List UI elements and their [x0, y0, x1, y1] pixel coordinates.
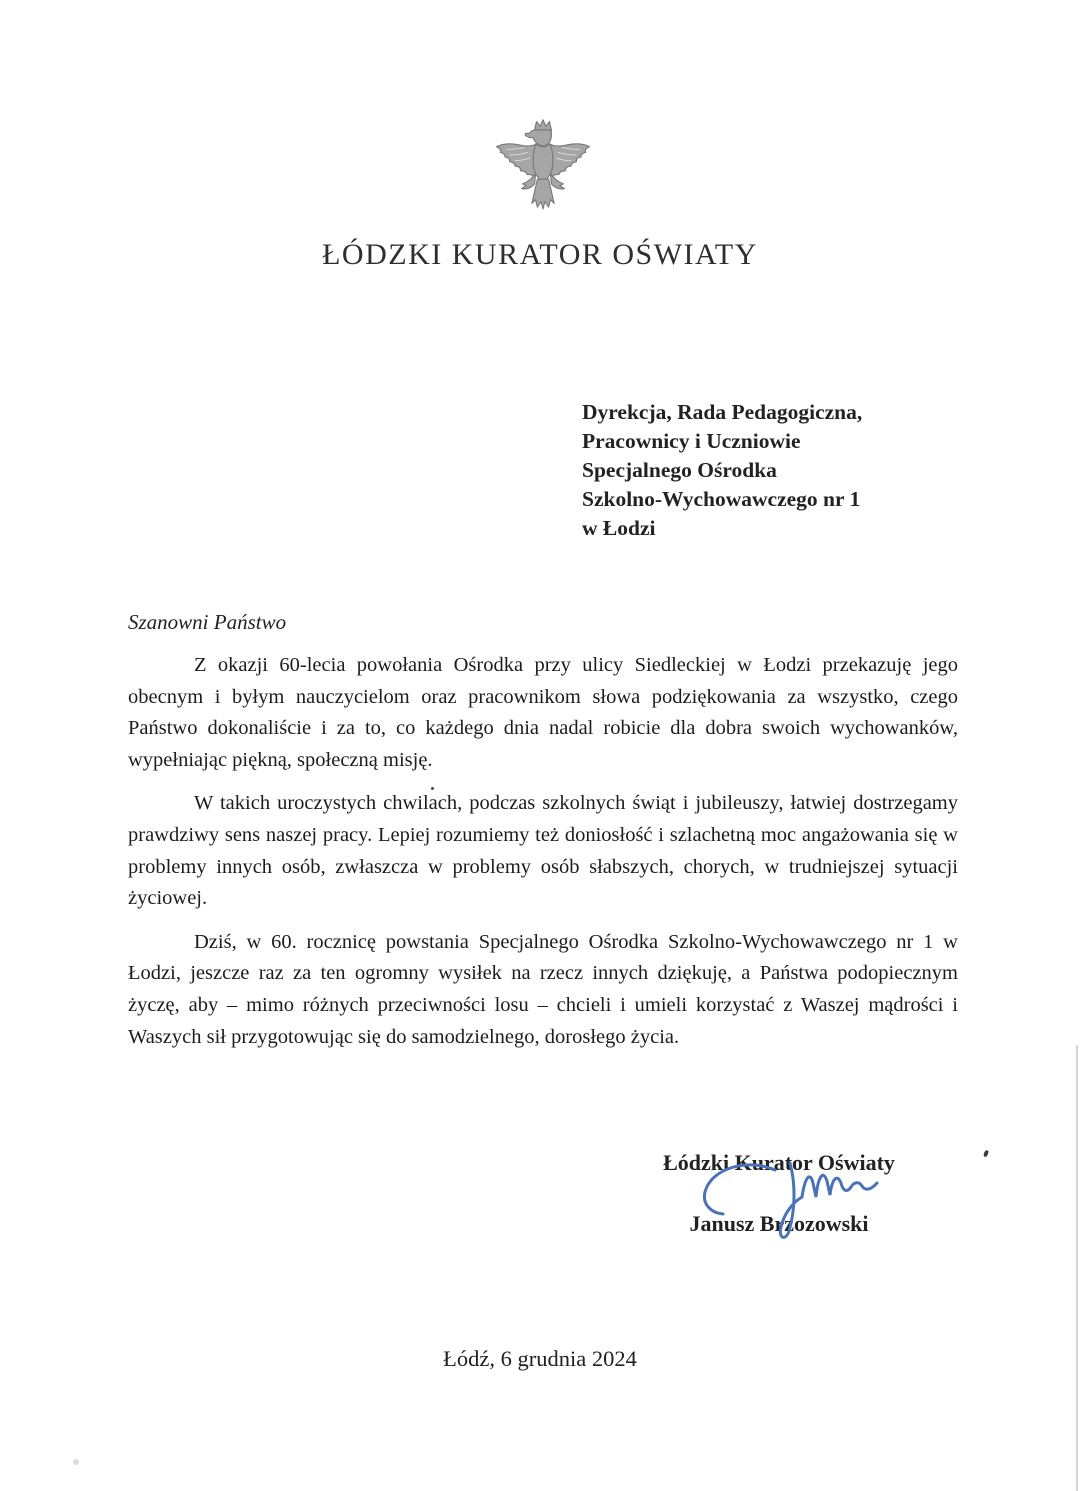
body-paragraph: W takich uroczystych chwilach, podczas szkolnych świąt i jubileuszy, łatwiej dostrzegamy prawdziwy sens naszej pracy. Lepiej rozumiemy też doniosłość i szlachetną moc angażowania się w problemy innych osób, zwłaszcza w problemy osób słabszych, chorych, w trudniejszej sytuacji życiowej.	[128, 792, 958, 910]
scan-speck	[431, 787, 434, 790]
salutation: Szanowni Państwo	[128, 610, 287, 634]
scan-speck	[983, 1150, 989, 1158]
recipient-line: Specjalnego Ośrodka	[582, 458, 777, 482]
recipient-line: Szkolno-Wychowawczego nr 1	[582, 487, 861, 511]
letter-title: ŁÓDZKI KURATOR OŚWIATY	[322, 238, 758, 271]
recipient-line: w Łodzi	[582, 516, 656, 540]
polish-eagle-emblem	[487, 116, 599, 222]
letter-body	[128, 650, 958, 1065]
signature-ink	[693, 1158, 893, 1248]
polish-eagle-icon	[487, 116, 599, 222]
body-paragraph: Z okazji 60-lecia powołania Ośrodka przy ulicy Siedleckiej w Łodzi przekazuję jego obecnym i byłym nauczycielom oraz pracownikom słowa podziękowania za wszystko, czego Państwo dokonaliście i za to, co każdego dnia nadal robicie dla dobra swoich wychowanków, wypełniając piękną, społeczną misję.	[128, 654, 958, 771]
recipient-block	[582, 398, 862, 543]
recipient-line: Dyrekcja, Rada Pedagogiczna,	[582, 400, 863, 424]
signature-role: Łódzki Kurator Oświaty	[663, 1150, 895, 1175]
signature-name: Janusz Brzozowski	[689, 1211, 869, 1236]
recipient-line: Pracownicy i Uczniowie	[582, 429, 801, 453]
scan-speck	[73, 1459, 79, 1465]
body-paragraph: Dziś, w 60. rocznicę powstania Specjalnego Ośrodka Szkolno-Wychowawczego nr 1 w Łodzi, jeszcze raz za ten ogromny wysiłek na rzecz innych dziękuję, a Państwa podopiecznym życzę, aby – mimo różnych przeciwności losu – chcieli i umieli korzystać z Waszej mądrości i Waszych sił przygotowując się do samodzielnego, dorosłego życia.	[128, 930, 958, 1048]
dateline: Łódź, 6 grudnia 2024	[443, 1346, 637, 1371]
scan-edge-line	[1076, 1045, 1078, 1491]
